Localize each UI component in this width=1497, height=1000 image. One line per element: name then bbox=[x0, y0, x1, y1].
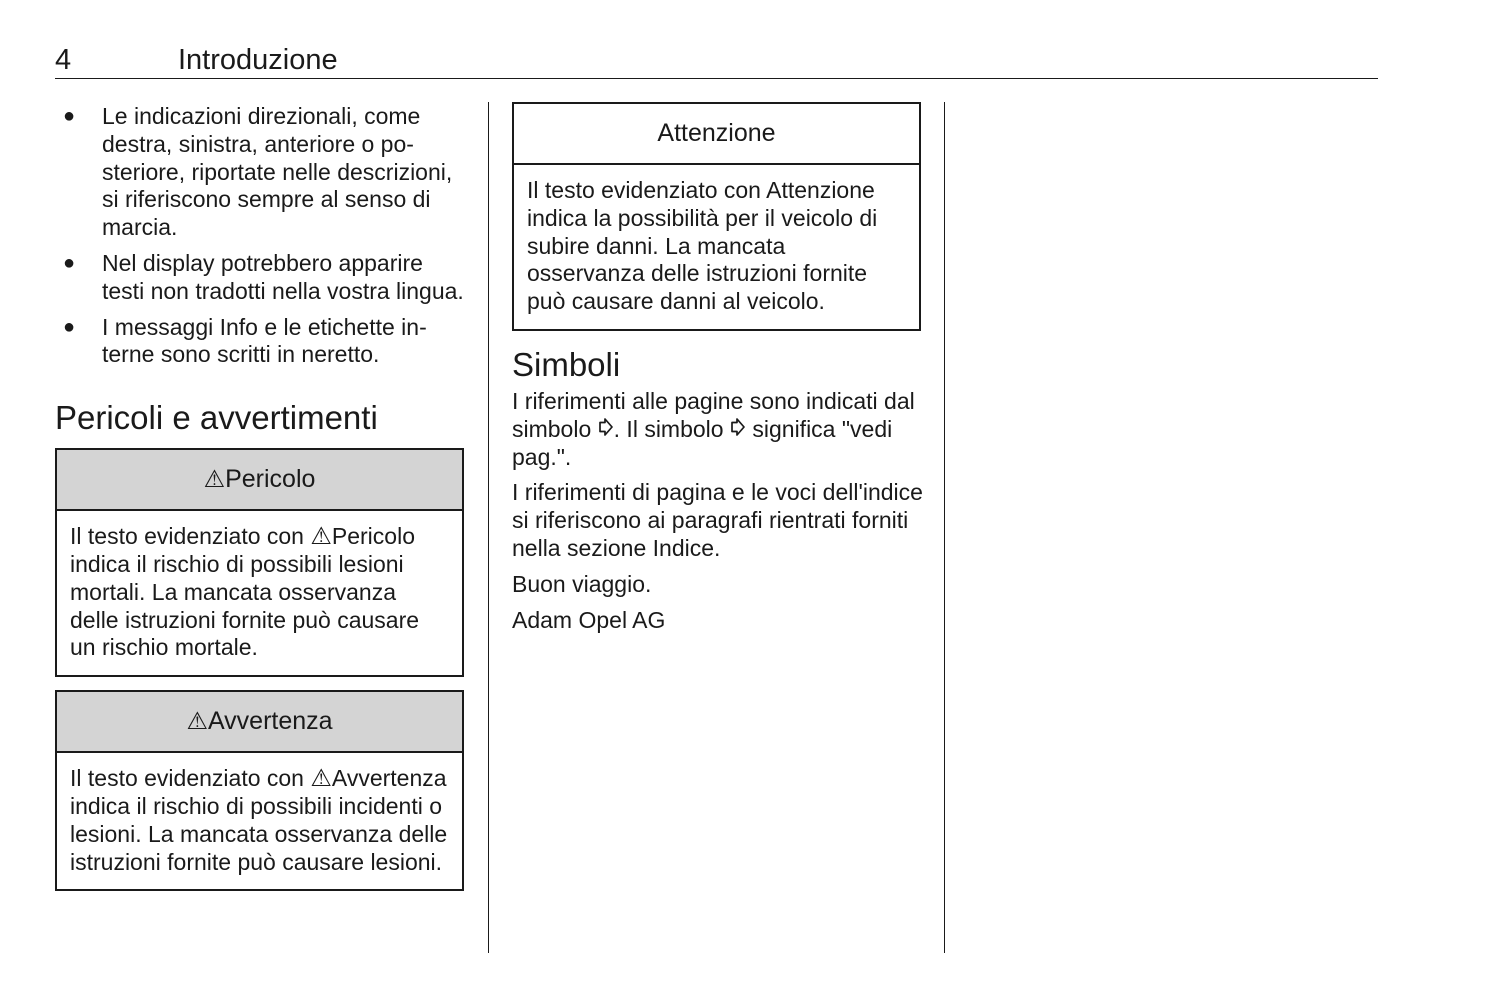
column-divider-2 bbox=[944, 102, 945, 953]
avvertenza-box-header bbox=[57, 692, 462, 753]
bold-term: neretto bbox=[301, 341, 374, 368]
avvertenza-box bbox=[55, 690, 464, 891]
attenzione-body-end: indica la possibilità per il veicolo di subire danni. La mancata osservanza delle istruzioni fornite può causare danni al veicolo. bbox=[527, 204, 878, 315]
avvertenza-box-body bbox=[57, 753, 462, 889]
pericolo-box bbox=[55, 448, 464, 677]
attenzione-keyword: Attenzione bbox=[766, 177, 875, 203]
page-number: 4 bbox=[55, 44, 72, 76]
pericolo-body-end: indica il rischio di possibili lesioni mortali. La mancata osservanza delle istruzioni fornite può causare un rischio mortale. bbox=[70, 550, 420, 661]
closing-text: Buon viaggio. bbox=[512, 570, 652, 597]
list-item-text-end: . bbox=[373, 341, 380, 368]
symbol-text-3: significa "vedi pag.". bbox=[512, 415, 893, 470]
pericolo-title: Pericolo bbox=[225, 465, 316, 494]
bullet-dot-icon: ● bbox=[63, 315, 76, 338]
symbol-paragraph bbox=[512, 388, 924, 471]
page-section-title: Introduzione bbox=[178, 44, 338, 76]
attenzione-box bbox=[512, 102, 921, 331]
page-reference-arrow-icon bbox=[730, 416, 746, 444]
avvertenza-body-start: Il testo evidenziato con bbox=[70, 765, 311, 792]
pericolo-box-body bbox=[57, 511, 462, 675]
header-rule bbox=[55, 78, 1378, 79]
pericolo-keyword: Pericolo bbox=[331, 523, 415, 550]
column-divider-1 bbox=[488, 102, 489, 953]
attenzione-box-header: Attenzione bbox=[514, 104, 919, 165]
list-item bbox=[55, 250, 465, 306]
warning-triangle-icon: ⚠ bbox=[310, 523, 332, 551]
list-item-text: I messaggi Info e le etichette interne sono scritti in bbox=[102, 313, 427, 368]
symbol-text-2: . Il simbolo bbox=[613, 415, 730, 442]
warning-triangle-icon: ⚠ bbox=[203, 466, 226, 494]
pericolo-box-header bbox=[57, 450, 462, 511]
avvertenza-keyword: Avvertenza bbox=[331, 765, 447, 792]
bullet-dot-icon: ● bbox=[63, 251, 76, 274]
heading-pericoli: Pericoli e avvertimenti bbox=[55, 399, 378, 437]
attenzione-body-start: Il testo evidenziato con bbox=[527, 177, 767, 203]
signature: Adam Opel AG bbox=[512, 606, 666, 633]
column-middle bbox=[512, 102, 924, 642]
list-item bbox=[55, 314, 465, 370]
pericolo-body-start: Il testo evidenziato con bbox=[70, 523, 311, 550]
list-item-text: Nel display potrebbero apparire testi non tradotti nella vostra lingua. bbox=[102, 249, 464, 304]
bullet-list bbox=[55, 103, 465, 369]
warning-triangle-icon: ⚠ bbox=[310, 765, 332, 793]
avvertenza-body-end: indica il rischio di possibili incidenti o lesioni. La mancata osservanza delle istruzioni fornite può causare lesioni. bbox=[70, 792, 448, 875]
attenzione-box-body bbox=[514, 165, 919, 329]
index-paragraph: I riferimenti di pagina e le voci dell'indice si riferiscono ai paragrafi rientrati forniti nella sezione Indice. bbox=[512, 479, 923, 561]
list-item-text: Le indicazioni direzionali, come destra, sinistra, anteriore o posteriore, riportate nelle descrizioni, si riferiscono sempre al senso di marcia. bbox=[102, 103, 453, 241]
bullet-dot-icon: ● bbox=[63, 105, 76, 127]
heading-simboli: Simboli bbox=[512, 345, 621, 383]
warning-triangle-icon: ⚠ bbox=[186, 708, 208, 736]
page-reference-arrow-icon bbox=[598, 416, 614, 444]
list-item bbox=[55, 103, 465, 242]
avvertenza-title: Avvertenza bbox=[207, 707, 333, 736]
symbol-text-1: I riferimenti alle pagine sono indicati dal simbolo bbox=[512, 387, 915, 442]
column-left bbox=[55, 103, 465, 891]
